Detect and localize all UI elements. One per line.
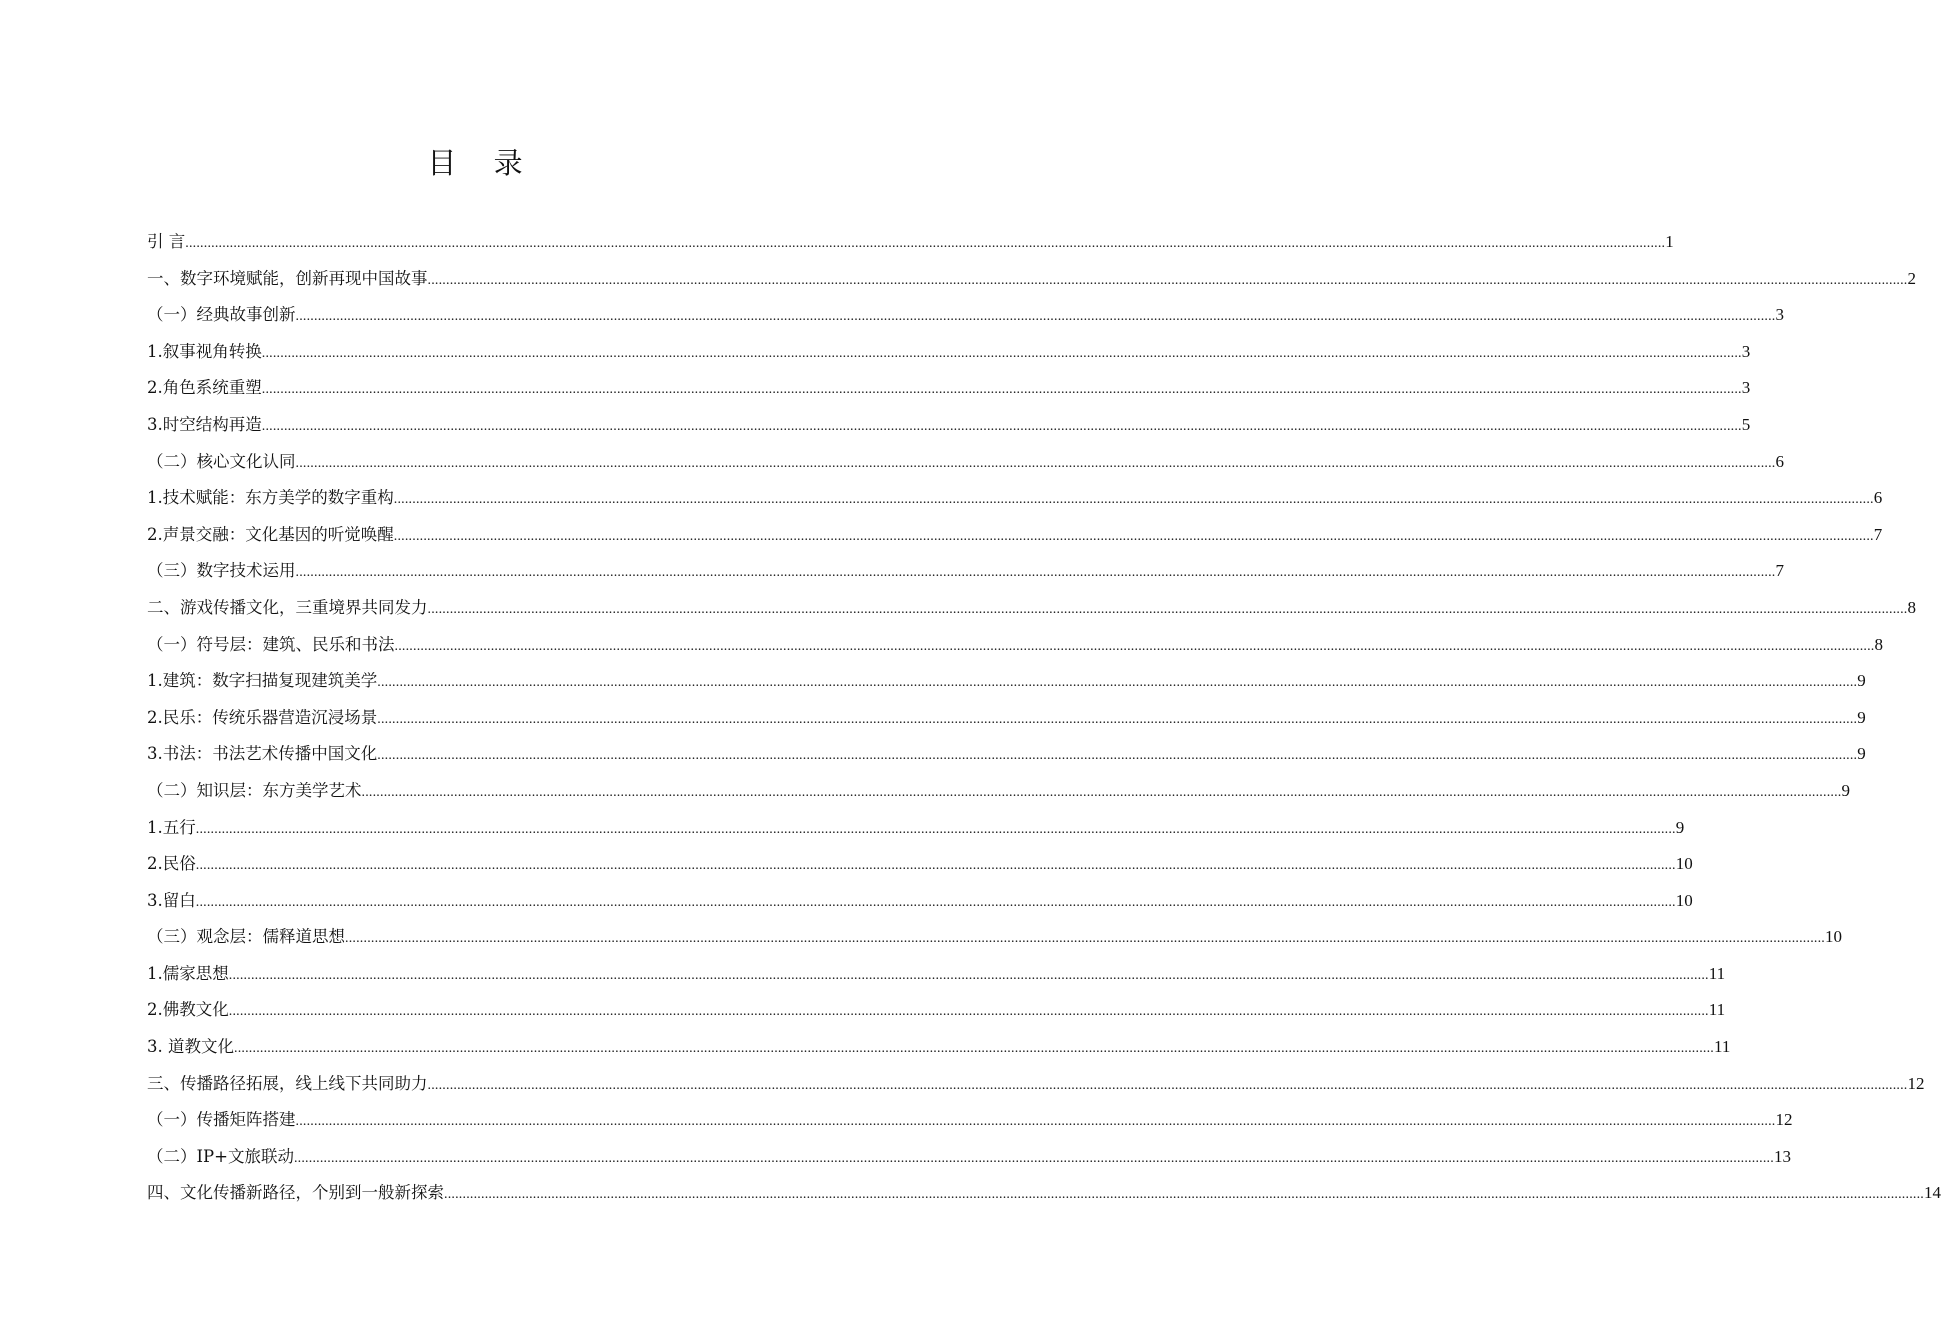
toc-entry-title: 2.民乐：传统乐器营造沉浸场景: [147, 707, 378, 727]
toc-entry[interactable]: [147, 956, 1726, 993]
dot-leader: ................................................................................................................................................................................................................................................................................................................................................................................................................: [261, 418, 1742, 434]
dot-leader: ................................................................................................................................................................................................................................................................................................................................................................................................................: [295, 1114, 1776, 1130]
dot-leader: ................................................................................................................................................................................................................................................................................................................................................................................................................: [295, 309, 1776, 325]
dot-leader: ................................................................................................................................................................................................................................................................................................................................................................................................................: [444, 1187, 1924, 1203]
toc-entry[interactable]: [147, 553, 1784, 590]
toc-entry-page-number: 8: [1874, 634, 1883, 654]
toc-entry[interactable]: [147, 1029, 1731, 1066]
dot-leader: ................................................................................................................................................................................................................................................................................................................................................................................................................: [377, 675, 1858, 691]
toc-entry-page-number: 8: [1907, 597, 1916, 617]
dot-leader: ................................................................................................................................................................................................................................................................................................................................................................................................................: [345, 931, 1825, 947]
toc-entry[interactable]: [147, 1139, 1791, 1176]
dot-leader: ................................................................................................................................................................................................................................................................................................................................................................................................................: [195, 894, 1676, 910]
toc-entry[interactable]: [147, 1175, 1941, 1212]
toc-entry-page-number: 11: [1708, 1000, 1726, 1020]
toc-entry-page-number: 10: [1675, 890, 1693, 910]
toc-entry-title: 四、文化传播新路径，个别到一般新探索: [147, 1183, 444, 1203]
toc-entry-page-number: 10: [1825, 927, 1842, 947]
toc-entry-title: 二、游戏传播文化，三重境界共同发力: [147, 597, 428, 617]
toc-entry[interactable]: [147, 407, 1751, 444]
toc-entry-page-number: 7: [1873, 524, 1883, 544]
dot-leader: ................................................................................................................................................................................................................................................................................................................................................................................................................: [377, 711, 1858, 727]
toc-entry[interactable]: [147, 810, 1685, 847]
toc-entry[interactable]: [147, 1102, 1793, 1139]
dot-leader: ................................................................................................................................................................................................................................................................................................................................................................................................................: [185, 236, 1666, 251]
toc-entry[interactable]: [147, 919, 1842, 956]
toc-entry-title: 2.民俗: [147, 854, 196, 874]
dot-leader: ................................................................................................................................................................................................................................................................................................................................................................................................................: [234, 1041, 1714, 1057]
dot-leader: ................................................................................................................................................................................................................................................................................................................................................................................................................: [394, 638, 1875, 654]
toc-entry[interactable]: [147, 883, 1693, 920]
dot-leader: ................................................................................................................................................................................................................................................................................................................................................................................................................: [393, 528, 1874, 544]
toc-entry-page-number: 7: [1775, 561, 1784, 581]
toc-entry-page-number: 11: [1708, 963, 1726, 983]
toc-entry-title: （一）传播矩阵搭建: [147, 1110, 296, 1130]
toc-entry-page-number: 5: [1741, 414, 1751, 434]
toc-entry[interactable]: [147, 627, 1883, 664]
toc-entry-title: 2.角色系统重塑: [147, 378, 262, 398]
toc-entry[interactable]: [147, 992, 1726, 1029]
dot-leader: ................................................................................................................................................................................................................................................................................................................................................................................................................: [427, 601, 1908, 617]
dot-leader: ................................................................................................................................................................................................................................................................................................................................................................................................................: [293, 1150, 1774, 1166]
toc-entry-title: 3.留白: [147, 890, 196, 910]
dot-leader: ................................................................................................................................................................................................................................................................................................................................................................................................................: [427, 272, 1908, 288]
toc-entry-title: 1.叙事视角转换: [147, 341, 262, 361]
toc-entry-page-number: 6: [1873, 488, 1883, 508]
toc-entry-page-number: 11: [1714, 1037, 1731, 1057]
toc-entry-page-number: 6: [1775, 451, 1784, 471]
toc-entry-title: 3.时空结构再造: [147, 414, 262, 434]
toc-entry-title: （一）符号层：建筑、民乐和书法: [147, 634, 395, 654]
toc-entry-page-number: 9: [1857, 671, 1866, 691]
toc-entry-page-number: 12: [1775, 1110, 1793, 1130]
toc-entry-title: （二）知识层：东方美学艺术: [147, 780, 362, 800]
toc-entry-page-number: 1: [1665, 232, 1674, 251]
toc-entry-page-number: 3: [1741, 341, 1751, 361]
dot-leader: ................................................................................................................................................................................................................................................................................................................................................................................................................: [295, 455, 1776, 471]
toc-entry-title: 1.五行: [147, 817, 196, 837]
dot-leader: ................................................................................................................................................................................................................................................................................................................................................................................................................: [195, 821, 1676, 837]
toc-entry-page-number: 12: [1907, 1073, 1925, 1093]
toc-entry[interactable]: [147, 517, 1883, 554]
dot-leader: ................................................................................................................................................................................................................................................................................................................................................................................................................: [361, 784, 1842, 800]
toc-entry[interactable]: [147, 736, 1866, 773]
toc-title: 目 录: [427, 146, 537, 180]
toc-entry-page-number: 9: [1857, 707, 1866, 727]
toc-entry-page-number: 14: [1924, 1183, 1941, 1203]
toc-entry-title: 3. 道教文化: [147, 1037, 234, 1057]
toc-entry[interactable]: [147, 224, 1674, 261]
toc-entry[interactable]: [147, 663, 1866, 700]
toc-entry-title: 1.技术赋能：东方美学的数字重构: [147, 488, 394, 508]
dot-leader: ................................................................................................................................................................................................................................................................................................................................................................................................................: [427, 1077, 1908, 1093]
toc-entry[interactable]: [147, 297, 1784, 334]
toc-entry[interactable]: [147, 773, 1850, 810]
dot-leader: ................................................................................................................................................................................................................................................................................................................................................................................................................: [295, 565, 1776, 581]
toc-entry[interactable]: [147, 370, 1751, 407]
toc-entry-title: 引 言: [147, 232, 186, 251]
dot-leader: ................................................................................................................................................................................................................................................................................................................................................................................................................: [261, 345, 1742, 361]
dot-leader: ................................................................................................................................................................................................................................................................................................................................................................................................................: [195, 858, 1676, 874]
toc-list: [147, 224, 1941, 1212]
toc-entry-page-number: 9: [1675, 817, 1685, 837]
dot-leader: ................................................................................................................................................................................................................................................................................................................................................................................................................: [261, 382, 1742, 398]
toc-entry-title: （二）核心文化认同: [147, 451, 296, 471]
toc-entry[interactable]: [147, 700, 1866, 737]
toc-entry-page-number: 3: [1775, 305, 1784, 325]
toc-entry-page-number: 3: [1741, 378, 1751, 398]
toc-entry-title: （一）经典故事创新: [147, 305, 296, 325]
toc-entry[interactable]: [147, 1066, 1925, 1103]
toc-entry-page-number: 2: [1907, 268, 1916, 288]
toc-entry-title: （二）IP+文旅联动: [147, 1146, 294, 1166]
toc-entry-title: （三）观念层：儒释道思想: [147, 927, 345, 947]
toc-entry[interactable]: [147, 334, 1751, 371]
toc-entry[interactable]: [147, 444, 1784, 481]
toc-entry-page-number: 13: [1773, 1146, 1791, 1166]
toc-entry-title: 2.佛教文化: [147, 1000, 229, 1020]
toc-entry-title: 3.书法：书法艺术传播中国文化: [147, 744, 378, 764]
toc-entry-title: 2.声景交融：文化基因的听觉唤醒: [147, 524, 394, 544]
toc-entry-page-number: 10: [1675, 854, 1693, 874]
toc-entry-title: 1.建筑：数字扫描复现建筑美学: [147, 671, 378, 691]
toc-entry[interactable]: [147, 590, 1916, 627]
dot-leader: ................................................................................................................................................................................................................................................................................................................................................................................................................: [377, 748, 1858, 764]
toc-entry-page-number: 9: [1857, 744, 1866, 764]
toc-entry-title: 一、数字环境赋能，创新再现中国故事: [147, 268, 428, 288]
toc-entry-title: 1.儒家思想: [147, 963, 229, 983]
toc-entry[interactable]: [147, 846, 1693, 883]
toc-entry-page-number: 9: [1841, 780, 1850, 800]
toc-entry-title: （三）数字技术运用: [147, 561, 296, 581]
toc-entry[interactable]: [147, 480, 1883, 517]
toc-entry[interactable]: [147, 261, 1916, 298]
dot-leader: ................................................................................................................................................................................................................................................................................................................................................................................................................: [228, 1004, 1709, 1020]
dot-leader: ................................................................................................................................................................................................................................................................................................................................................................................................................: [228, 967, 1709, 983]
dot-leader: ................................................................................................................................................................................................................................................................................................................................................................................................................: [393, 492, 1874, 508]
toc-entry-title: 三、传播路径拓展，线上线下共同助力: [147, 1073, 428, 1093]
